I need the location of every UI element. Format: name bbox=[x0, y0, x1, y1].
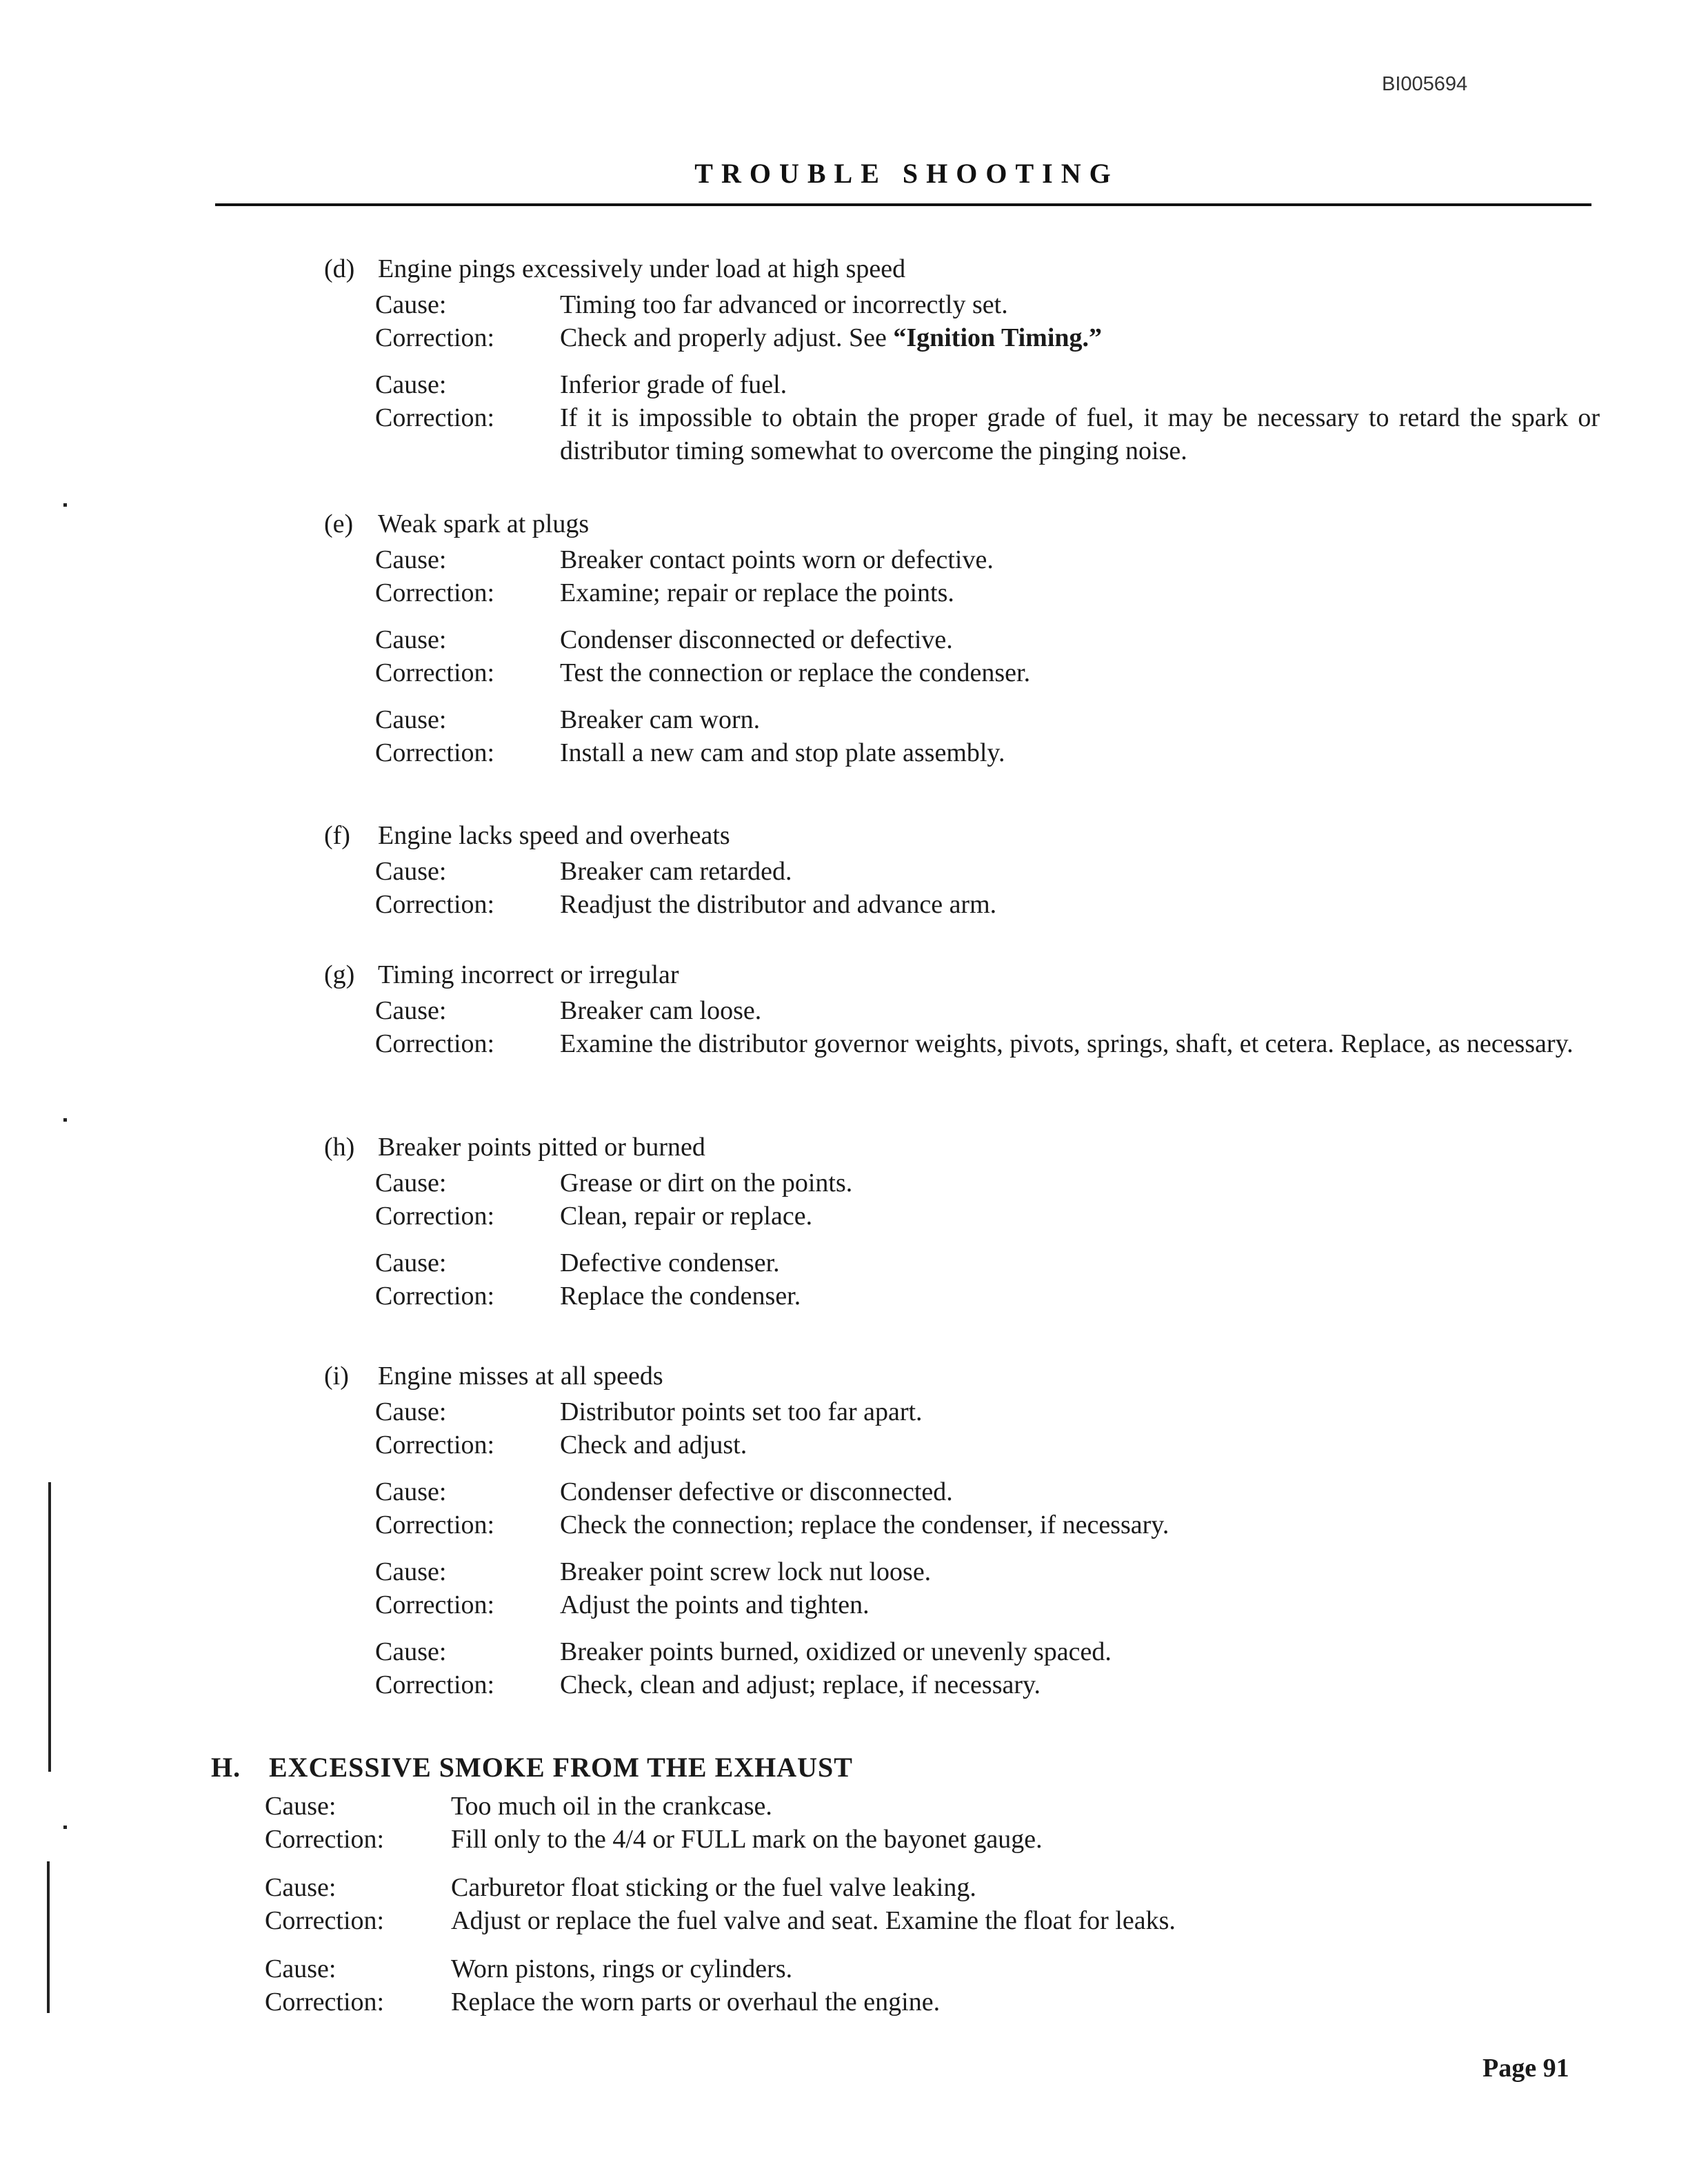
scan-artifact bbox=[48, 1482, 51, 1772]
section-label: (e) bbox=[324, 509, 354, 538]
cause-label: Cause: bbox=[265, 1954, 336, 1983]
section-letter: H. bbox=[211, 1752, 241, 1783]
section-title bbox=[324, 507, 1600, 540]
correction-label: Correction: bbox=[375, 1282, 495, 1311]
page-number: Page 91 bbox=[1483, 2054, 1569, 2083]
cause-text: Breaker cam worn. bbox=[560, 705, 761, 734]
cause-text: Breaker point screw lock nut loose. bbox=[560, 1557, 932, 1586]
cause-text: Too much oil in the crankcase. bbox=[451, 1792, 772, 1821]
correction-text bbox=[560, 321, 1600, 354]
correction-text: Test the connection or replace the condenser. bbox=[560, 658, 1031, 687]
cause-text: Defective condenser. bbox=[560, 1248, 780, 1277]
cause-label: Cause: bbox=[375, 1169, 447, 1197]
cause-correction-pair bbox=[375, 994, 1600, 1060]
cause-text: Worn pistons, rings or cylinders. bbox=[451, 1954, 793, 1983]
correction-text: Replace the worn parts or overhaul the engine. bbox=[451, 1988, 941, 2016]
cause-text: Timing too far advanced or incorrectly set. bbox=[560, 290, 1008, 319]
correction-reference: “Ignition Timing.” bbox=[893, 323, 1103, 352]
cause-correction-pair bbox=[265, 1952, 1383, 2019]
section-title bbox=[211, 1751, 1383, 1784]
cause-text: Grease or dirt on the points. bbox=[560, 1169, 853, 1197]
section-label: (i) bbox=[324, 1362, 349, 1391]
correction-text: Check and adjust. bbox=[560, 1430, 747, 1459]
correction-label: Correction: bbox=[375, 578, 495, 607]
cause-label: Cause: bbox=[265, 1792, 336, 1821]
scan-artifact bbox=[63, 503, 67, 507]
section-heading: Timing incorrect or irregular bbox=[378, 960, 679, 989]
cause-label: Cause: bbox=[375, 857, 447, 886]
section-heading: Engine misses at all speeds bbox=[378, 1362, 663, 1391]
correction-label: Correction: bbox=[375, 1029, 495, 1058]
cause-correction-pair bbox=[375, 368, 1600, 467]
cause-label: Cause: bbox=[375, 1637, 447, 1666]
section-f bbox=[324, 819, 1600, 921]
page-header-title: TROUBLE SHOOTING bbox=[694, 158, 1119, 189]
section-i bbox=[324, 1359, 1600, 1701]
section-label: (d) bbox=[324, 254, 355, 283]
section-heading: Breaker points pitted or burned bbox=[378, 1133, 705, 1162]
cause-correction-pair bbox=[265, 1790, 1383, 1856]
cause-correction-pair bbox=[375, 1555, 1600, 1621]
correction-text: Fill only to the 4/4 or FULL mark on the bayonet gauge. bbox=[451, 1825, 1043, 1854]
cause-correction-pair bbox=[265, 1871, 1383, 1937]
section-h-sub bbox=[324, 1131, 1600, 1313]
correction-text: Adjust or replace the fuel valve and seat. Examine the float for leaks. bbox=[451, 1906, 1176, 1935]
section-e bbox=[324, 507, 1600, 769]
correction-text: Adjust the points and tighten. bbox=[560, 1590, 870, 1619]
cause-label: Cause: bbox=[375, 1477, 447, 1506]
cause-label: Cause: bbox=[375, 1557, 447, 1586]
cause-text: Condenser defective or disconnected. bbox=[560, 1477, 953, 1506]
correction-label: Correction: bbox=[375, 323, 495, 352]
section-d bbox=[324, 252, 1600, 467]
correction-text: Clean, repair or replace. bbox=[560, 1202, 813, 1231]
section-label: (f) bbox=[324, 821, 350, 850]
document-id: BI005694 bbox=[1382, 73, 1468, 95]
section-title bbox=[324, 958, 1600, 991]
cause-label: Cause: bbox=[375, 625, 447, 654]
cause-label: Cause: bbox=[375, 1397, 447, 1426]
cause-label: Cause: bbox=[375, 545, 447, 574]
section-heading: EXCESSIVE SMOKE FROM THE EXHAUST bbox=[269, 1752, 853, 1783]
correction-text: Examine the distributor governor weights, pivots, springs, shaft, et cetera. Replace, as necessary. bbox=[560, 1029, 1574, 1058]
section-title bbox=[324, 1359, 1600, 1393]
section-label: (g) bbox=[324, 960, 355, 989]
correction-text: If it is impossible to obtain the proper grade of fuel, it may be necessary to retard the spark or distributor timing somewhat to overcome the pinging noise. bbox=[560, 403, 1600, 465]
section-heading: Engine pings excessively under load at high speed bbox=[378, 254, 906, 283]
section-title bbox=[324, 252, 1600, 285]
section-label: (h) bbox=[324, 1133, 355, 1162]
cause-text: Breaker cam loose. bbox=[560, 996, 762, 1025]
cause-label: Cause: bbox=[265, 1873, 336, 1902]
correction-label: Correction: bbox=[375, 658, 495, 687]
cause-label: Cause: bbox=[375, 290, 447, 319]
correction-text: Replace the condenser. bbox=[560, 1282, 801, 1311]
correction-text: Readjust the distributor and advance arm. bbox=[560, 890, 997, 919]
correction-label: Correction: bbox=[375, 1430, 495, 1459]
correction-label: Correction: bbox=[375, 403, 495, 432]
cause-correction-pair bbox=[375, 855, 1600, 921]
correction-text: Examine; repair or replace the points. bbox=[560, 578, 954, 607]
section-excessive-smoke bbox=[211, 1751, 1383, 2019]
cause-text: Distributor points set too far apart. bbox=[560, 1397, 923, 1426]
correction-text: Check, clean and adjust; replace, if necessary. bbox=[560, 1670, 1041, 1699]
correction-label: Correction: bbox=[375, 738, 495, 767]
correction-label: Correction: bbox=[265, 1988, 385, 2016]
correction-text-plain: Check and properly adjust. See bbox=[560, 323, 894, 352]
correction-label: Correction: bbox=[375, 1590, 495, 1619]
correction-text: Install a new cam and stop plate assembly. bbox=[560, 738, 1005, 767]
correction-label: Correction: bbox=[375, 1202, 495, 1231]
scan-artifact bbox=[63, 1118, 67, 1122]
cause-correction-pair bbox=[375, 1246, 1600, 1313]
correction-label: Correction: bbox=[375, 1510, 495, 1539]
cause-text: Inferior grade of fuel. bbox=[560, 370, 787, 399]
correction-label: Correction: bbox=[265, 1906, 385, 1935]
cause-text: Breaker contact points worn or defective. bbox=[560, 545, 994, 574]
correction-text: Check the connection; replace the condenser, if necessary. bbox=[560, 1510, 1169, 1539]
correction-label: Correction: bbox=[375, 1670, 495, 1699]
scan-artifact bbox=[47, 1861, 50, 2013]
correction-label: Correction: bbox=[265, 1825, 385, 1854]
section-g bbox=[324, 958, 1600, 1060]
scan-artifact bbox=[63, 1826, 67, 1829]
header-divider bbox=[215, 203, 1591, 206]
cause-correction-pair bbox=[375, 623, 1600, 689]
section-heading: Engine lacks speed and overheats bbox=[378, 821, 730, 850]
cause-correction-pair bbox=[375, 1395, 1600, 1462]
cause-label: Cause: bbox=[375, 996, 447, 1025]
cause-correction-pair bbox=[375, 543, 1600, 609]
section-heading: Weak spark at plugs bbox=[378, 509, 590, 538]
cause-correction-pair bbox=[375, 288, 1600, 354]
cause-correction-pair bbox=[375, 1475, 1600, 1541]
cause-label: Cause: bbox=[375, 370, 447, 399]
section-title bbox=[324, 1131, 1600, 1164]
cause-text: Carburetor float sticking or the fuel valve leaking. bbox=[451, 1873, 976, 1902]
cause-correction-pair bbox=[375, 1166, 1600, 1233]
cause-label: Cause: bbox=[375, 1248, 447, 1277]
cause-correction-pair bbox=[375, 703, 1600, 769]
cause-label: Cause: bbox=[375, 705, 447, 734]
cause-text: Breaker cam retarded. bbox=[560, 857, 792, 886]
cause-text: Condenser disconnected or defective. bbox=[560, 625, 953, 654]
correction-label: Correction: bbox=[375, 890, 495, 919]
cause-correction-pair bbox=[375, 1635, 1600, 1701]
section-title bbox=[324, 819, 1600, 852]
cause-text: Breaker points burned, oxidized or unevenly spaced. bbox=[560, 1637, 1112, 1666]
